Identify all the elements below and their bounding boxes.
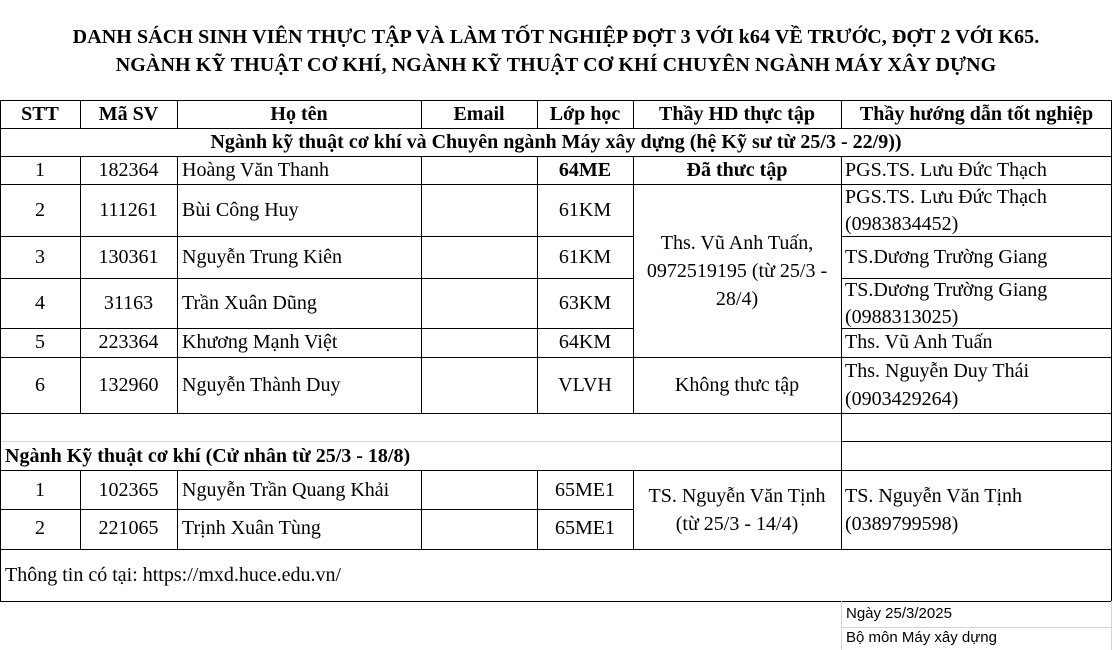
- cell-stt: 1: [35, 159, 45, 181]
- cell-tot-nghiep: PGS.TS. Lưu Đức Thạch: [845, 159, 1047, 181]
- cell-stt: 5: [35, 331, 45, 353]
- thuc-tap-advisor-name: Ths. Vũ Anh Tuấn,: [660, 232, 814, 254]
- cell-tot-nghiep: PGS.TS. Lưu Đức Thạch: [845, 186, 1047, 208]
- cell-lop-hoc: 65ME1: [555, 479, 615, 501]
- cell-lop-hoc: 61KM: [558, 199, 612, 221]
- cell-stt: 4: [35, 292, 45, 314]
- cell-ho-ten: Nguyễn Thành Duy: [182, 374, 341, 396]
- cell-stt: 1: [35, 479, 45, 501]
- thuc-tap-advisor-dates: 28/4): [715, 288, 759, 310]
- cell-ma-sv: 182364: [98, 159, 159, 181]
- header-thay-hd-thuc-tap: Thầy HD thực tập: [659, 103, 815, 125]
- footer-department: Bộ môn Máy xây dựng: [846, 629, 997, 646]
- cell-tot-nghiep-phone: (0988313025): [845, 306, 959, 328]
- title-line-1: DANH SÁCH SINH VIÊN THỰC TẬP VÀ LÀM TỐT NGHIỆP ĐỢT 3 VỚI k64 VỀ TRƯỚC, ĐỢT 2 VỚI K65.: [72, 26, 1040, 48]
- cell-ma-sv: 102365: [98, 479, 159, 501]
- cell-lop-hoc: VLVH: [558, 374, 612, 396]
- cell-tot-nghiep-phone: (0983834452): [845, 213, 959, 235]
- cell-tot-nghiep: TS.Dương Trường Giang: [845, 279, 1048, 301]
- thuc-tap-advisor-dates: (từ 25/3 - 14/4): [675, 513, 799, 535]
- cell-ma-sv: 31163: [103, 292, 154, 314]
- cell-ho-ten: Khương Mạnh Việt: [182, 331, 338, 353]
- header-email: Email: [453, 103, 505, 125]
- footer-date: Ngày 25/3/2025: [846, 605, 952, 622]
- cell-tot-nghiep: Ths. Nguyễn Duy Thái: [845, 360, 1030, 382]
- thuc-tap-advisor-name: TS. Nguyễn Văn Tịnh: [648, 485, 826, 507]
- cell-thuc-tap-status: Đã thưc tập: [686, 159, 788, 181]
- cell-ho-ten: Hoàng Văn Thanh: [182, 159, 330, 181]
- cell-stt: 2: [35, 517, 45, 539]
- cell-ma-sv: 132960: [98, 374, 159, 396]
- section-1-heading: Ngành kỹ thuật cơ khí và Chuyên ngành Máy xây dựng (hệ Kỹ sư từ 25/3 - 22/9)): [210, 131, 902, 153]
- cell-ma-sv: 221065: [98, 517, 159, 539]
- cell-stt: 3: [35, 246, 45, 268]
- cell-lop-hoc: 63KM: [558, 292, 612, 314]
- header-thay-hd-tot-nghiep: Thầy hướng dẫn tốt nghiệp: [859, 103, 1094, 125]
- cell-tot-nghiep: Ths. Vũ Anh Tuấn: [845, 331, 993, 353]
- cell-ma-sv: 223364: [98, 331, 159, 353]
- header-lop-hoc: Lớp học: [549, 103, 621, 125]
- cell-thuc-tap-status: Không thưc tập: [674, 374, 800, 396]
- cell-lop-hoc: 64ME: [558, 159, 612, 181]
- cell-ho-ten: Trần Xuân Dũng: [182, 292, 317, 314]
- cell-ma-sv: 130361: [98, 246, 159, 268]
- cell-tot-nghiep: TS.Dương Trường Giang: [845, 246, 1048, 268]
- cell-lop-hoc: 61KM: [558, 246, 612, 268]
- title-line-2: NGÀNH KỸ THUẬT CƠ KHÍ, NGÀNH KỸ THUẬT CƠ KHÍ CHUYÊN NGÀNH MÁY XÂY DỰNG: [115, 54, 997, 76]
- cell-stt: 2: [35, 199, 45, 221]
- cell-ho-ten: Trịnh Xuân Tùng: [182, 517, 321, 539]
- info-link-text: Thông tin có tại: https://mxd.huce.edu.vn/: [5, 564, 342, 586]
- header-ma-sv: Mã SV: [98, 103, 159, 125]
- tot-nghiep-advisor-name: TS. Nguyễn Văn Tịnh: [845, 485, 1023, 507]
- cell-ho-ten: Nguyễn Trần Quang Khải: [182, 479, 390, 501]
- cell-ma-sv: 111261: [99, 199, 158, 221]
- document-title: [0, 0, 1112, 100]
- cell-stt: 6: [35, 374, 45, 396]
- cell-lop-hoc: 65ME1: [555, 517, 615, 539]
- cell-tot-nghiep-phone: (0903429264): [845, 388, 959, 410]
- cell-lop-hoc: 64KM: [558, 331, 612, 353]
- header-ho-ten: Họ tên: [270, 103, 328, 125]
- section-2-heading: Ngành Kỹ thuật cơ khí (Cử nhân từ 25/3 - 18/8): [5, 445, 411, 467]
- cell-ho-ten: Bùi Công Huy: [182, 199, 299, 221]
- thuc-tap-advisor-phone: 0972519195 (từ 25/3 -: [646, 260, 828, 282]
- cell-ho-ten: Nguyễn Trung Kiên: [182, 246, 343, 268]
- tot-nghiep-advisor-phone: (0389799598): [845, 513, 959, 535]
- header-stt: STT: [21, 103, 59, 125]
